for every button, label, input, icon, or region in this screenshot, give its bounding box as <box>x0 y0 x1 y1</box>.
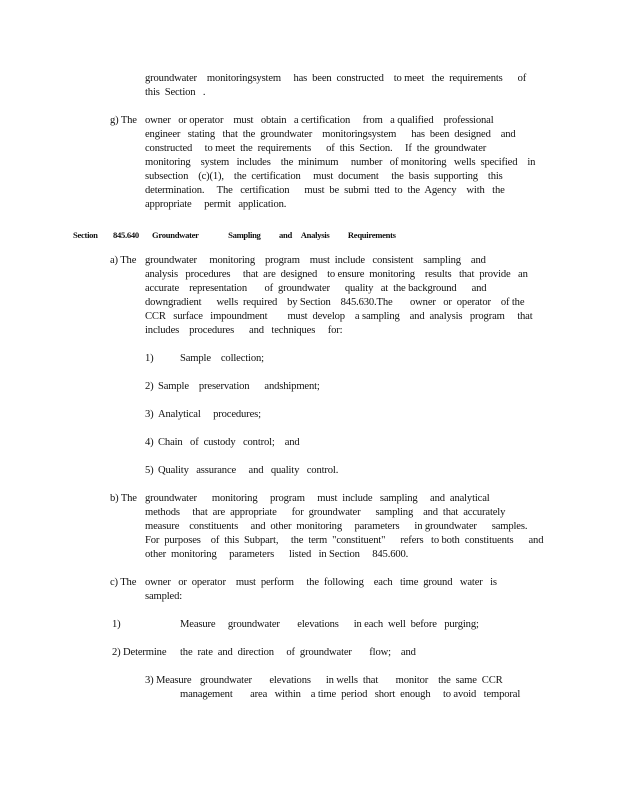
para-g-line: monitoring system includes the minimum number of monitoring wells specified in <box>145 157 536 168</box>
para-b-line: methods that are appropriate for groundwater sampling and that accurately <box>145 507 506 518</box>
para-g-label: g) The <box>110 115 137 126</box>
list-item: Analytical procedures; <box>158 409 261 420</box>
para-g-line: constructed to meet the requirements of this Section. If the groundwater <box>145 143 487 154</box>
para-c-label: c) The <box>110 577 137 588</box>
list-item-label: 3) <box>145 409 154 420</box>
list-item-label: 3) Measure <box>145 675 192 686</box>
para-a-line: groundwater monitoring program must include consistent sampling and <box>145 255 486 266</box>
intro-line: groundwater monitoringsystem has been constructed to meet the requirements of <box>145 73 527 84</box>
list-item: Sample preservation andshipment; <box>158 381 320 392</box>
para-b-line: For purposes of this Subpart, the term "constituent" refers to both constituents and <box>145 535 544 546</box>
para-c-line: sampled: <box>145 591 183 602</box>
para-b-line: groundwater monitoring program must include sampling and analytical <box>145 493 490 504</box>
para-g-line: owner or operator must obtain a certification from a qualified professional <box>145 115 494 126</box>
para-g-line: engineer stating that the groundwater monitoringsystem has been designed and <box>145 129 516 140</box>
list-item-label: 2) <box>145 381 154 392</box>
intro-line: this Section . <box>145 87 206 98</box>
list-item: groundwater elevations in wells that monitor the same CCR <box>200 675 503 686</box>
para-a-line: downgradient wells required by Section 845.630.The owner or operator of the <box>145 297 525 308</box>
list-item-label: 4) <box>145 437 154 448</box>
list-item-label: 1) <box>112 619 121 630</box>
list-item-label: 5) <box>145 465 154 476</box>
para-a-line: analysis procedures that are designed to ensure monitoring results that provide an <box>145 269 528 280</box>
section-label: Section <box>73 230 98 240</box>
list-item-continuation: management area within a time period short enough to avoid temporal <box>180 689 521 700</box>
list-item: Measure groundwater elevations in each well before purging; <box>180 619 479 630</box>
para-a-line: CCR surface impoundment must develop a sampling and analysis program that <box>145 311 533 322</box>
list-item-label: 2) Determine <box>112 647 167 658</box>
para-g-line: subsection (c)(1), the certification must document the basis supporting this <box>145 171 503 182</box>
para-a-line: accurate representation of groundwater quality at the background and <box>145 283 487 294</box>
list-item: Sample collection; <box>180 353 264 364</box>
para-b-line: measure constituents and other monitoring parameters in groundwater samples. <box>145 521 528 532</box>
para-a-label: a) The <box>110 255 137 266</box>
para-b-line: other monitoring parameters listed in Section 845.600. <box>145 549 409 560</box>
para-a-line: includes procedures and techniques for: <box>145 325 343 336</box>
section-number: 845.640 <box>113 230 139 240</box>
list-item-label: 1) <box>145 353 154 364</box>
para-g-line: determination. The certification must be submi tted to the Agency with the <box>145 185 505 196</box>
list-item: the rate and direction of groundwater flow; and <box>180 647 416 658</box>
list-item: Chain of custody control; and <box>158 437 300 448</box>
section-title: Groundwater Sampling and Analysis Requirements <box>152 230 396 240</box>
list-item: Quality assurance and quality control. <box>158 465 339 476</box>
para-b-label: b) The <box>110 493 137 504</box>
para-g-line: appropriate permit application. <box>145 199 287 210</box>
para-c-line: owner or operator must perform the following each time ground water is <box>145 577 497 588</box>
